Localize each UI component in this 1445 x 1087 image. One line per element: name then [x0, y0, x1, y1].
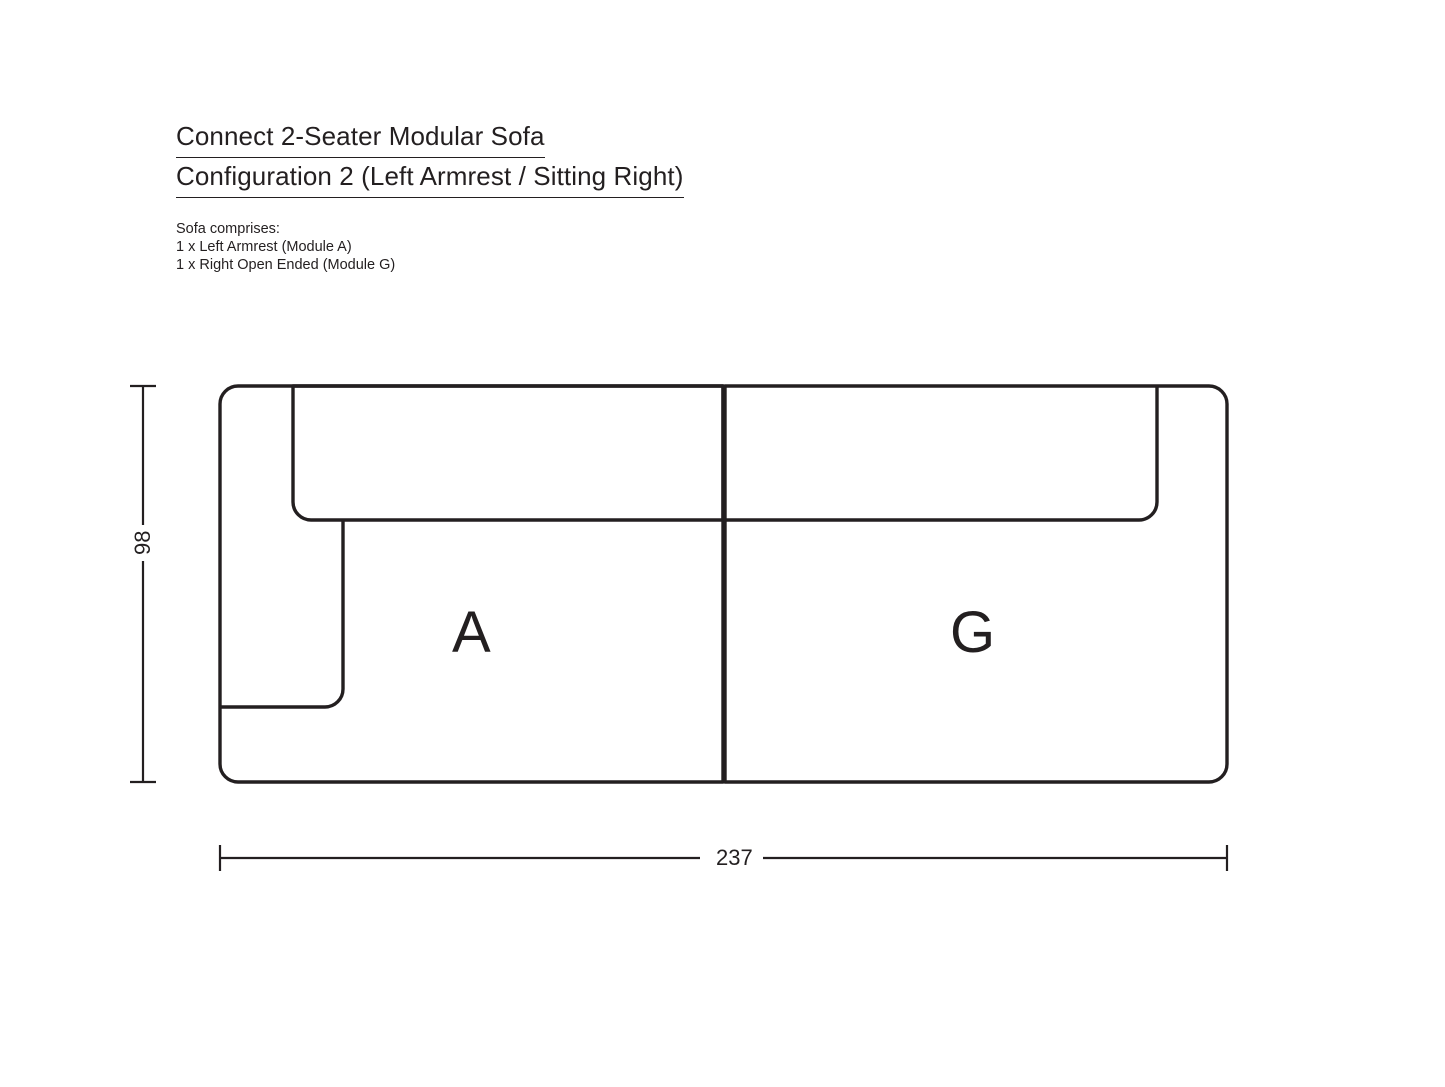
module-g-outline [725, 386, 1227, 782]
title-line-1: Connect 2-Seater Modular Sofa [176, 118, 545, 158]
comprises-item-2: 1 x Right Open Ended (Module G) [176, 257, 396, 273]
module-g-backrest [725, 386, 1157, 520]
module-a-label: A [452, 600, 491, 665]
dimension-height-label: 98 [130, 525, 156, 561]
module-a-outline [220, 386, 723, 782]
comprises-heading: Sofa comprises: [176, 221, 280, 237]
title-line-2: Configuration 2 (Left Armrest / Sitting Right) [176, 158, 684, 198]
dimension-width-label: 237 [706, 845, 763, 871]
module-g-label: G [950, 600, 996, 665]
dimension-height [130, 386, 156, 782]
module-a-backrest [293, 386, 723, 520]
module-a-armrest [220, 520, 343, 707]
comprises-item-1: 1 x Left Armrest (Module A) [176, 239, 352, 255]
